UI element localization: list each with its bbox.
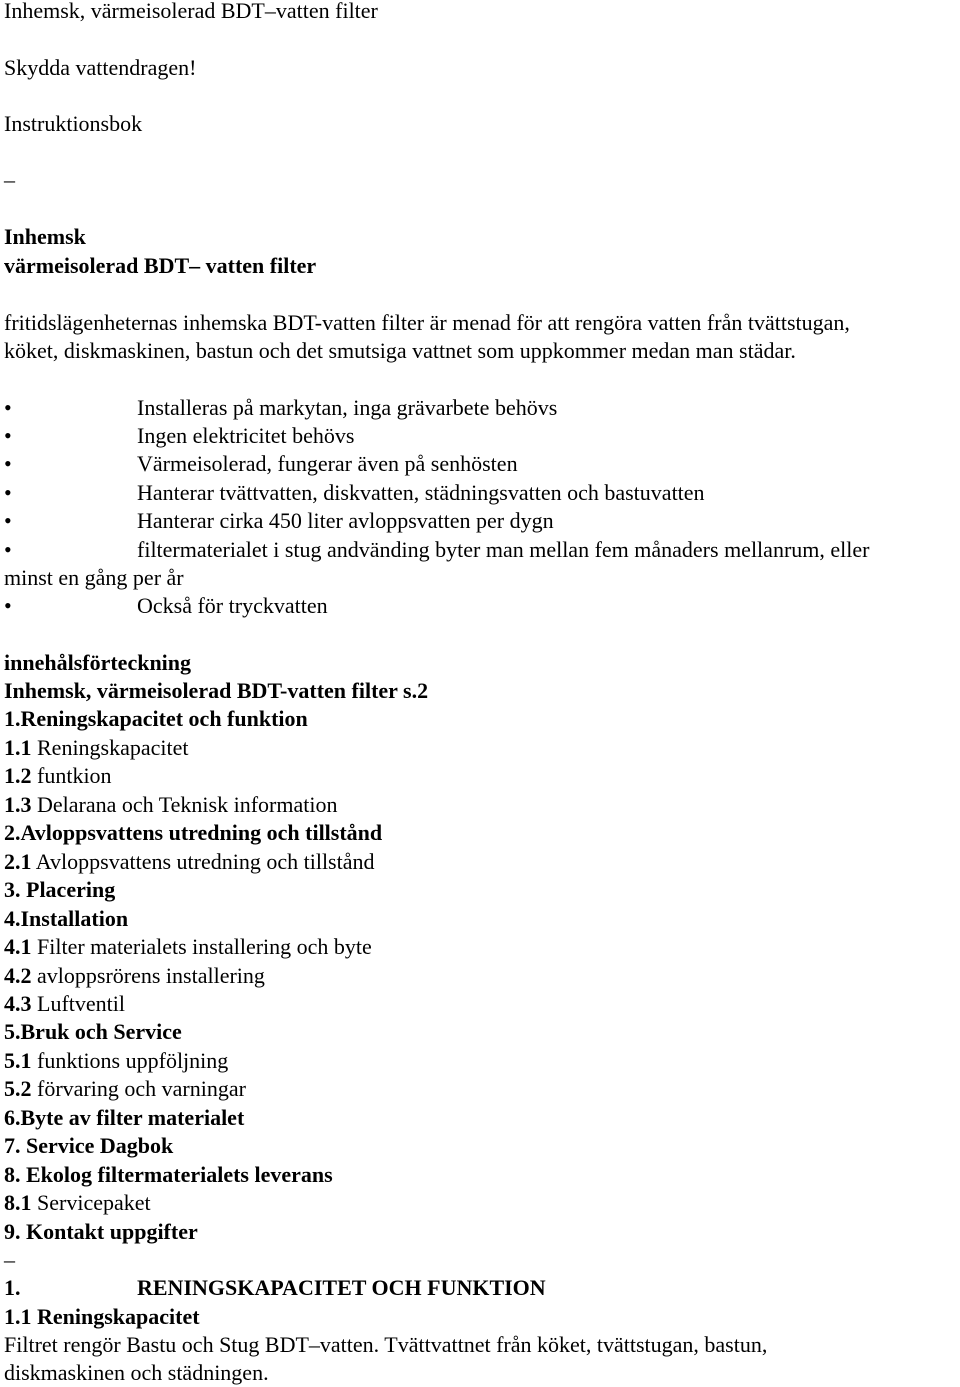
bullet-icon: • — [4, 593, 12, 618]
toc-entry-text: Filter materialets installering och byte — [31, 934, 372, 959]
toc-entry-number: 8.1 — [4, 1190, 32, 1215]
feature-text: Värmeisolerad, fungerar även på senhösten — [137, 451, 518, 476]
toc-entry-text: 8. Ekolog filtermaterialets leverans — [4, 1162, 333, 1187]
feature-text-wrap: minst en gång per år — [4, 565, 184, 590]
toc-entry — [4, 791, 337, 819]
feature-text: Installeras på markytan, inga grävarbete behövs — [137, 395, 558, 420]
dash-separator: – — [4, 1247, 15, 1272]
toc-entry — [4, 1047, 228, 1075]
toc-entry — [4, 762, 112, 790]
product-name-line1: Inhemsk — [4, 224, 86, 249]
toc-entry-text: Reningskapacitet — [31, 735, 189, 760]
toc-entry-number: 2.1 — [4, 849, 32, 874]
toc-entry-number: 5.2 — [4, 1076, 32, 1101]
toc-entry — [4, 1132, 173, 1160]
toc-entry — [4, 990, 125, 1018]
toc-entry-text: Inhemsk, värmeisolerad BDT-vatten filter s.2 — [4, 678, 429, 703]
toc-entry-text: 6.Byte av filter materialet — [4, 1105, 245, 1130]
toc-entry-text: förvaring och varningar — [31, 1076, 246, 1101]
feature-text: Också för tryckvatten — [137, 593, 328, 618]
intro-line1: fritidslägenheternas inhemska BDT-vatten filter är menad för att rengöra vatten från tvättstugan, — [4, 310, 850, 335]
toc-entry — [4, 677, 428, 705]
toc-entry — [4, 1104, 244, 1132]
toc-entry — [4, 1218, 198, 1246]
toc-entry-text: 5.Bruk och Service — [4, 1019, 182, 1044]
toc-entry-number: 5.1 — [4, 1048, 32, 1073]
toc-entry-text: 9. Kontakt uppgifter — [4, 1219, 198, 1244]
section-number: 1. — [4, 1275, 21, 1300]
toc-entry-number: 1.2 — [4, 763, 32, 788]
toc-entry-number: 1.3 — [4, 792, 32, 817]
toc-entry-text: 1.Reningskapacitet och funktion — [4, 706, 308, 731]
bullet-icon: • — [4, 480, 12, 505]
toc-entry-text: Avloppsvattens utredning och tillstånd — [31, 849, 375, 874]
toc-heading: innehålsförteckning — [4, 650, 192, 675]
product-name-line2: värmeisolerad BDT– vatten filter — [4, 253, 317, 278]
body-line2: diskmaskinen och städningen. — [4, 1360, 269, 1385]
toc-entry-number: 4.3 — [4, 991, 32, 1016]
toc-entry — [4, 819, 382, 847]
feature-text: Hanterar tvättvatten, diskvatten, städningsvatten och bastuvatten — [137, 480, 705, 505]
toc-entry-text: 7. Service Dagbok — [4, 1133, 174, 1158]
toc-entry — [4, 1018, 182, 1046]
toc-entry — [4, 848, 375, 876]
feature-text: Ingen elektricitet behövs — [137, 423, 355, 448]
bullet-icon: • — [4, 451, 12, 476]
toc-entry-text: Delarana och Teknisk information — [31, 792, 338, 817]
toc-entry-text: funktions uppföljning — [31, 1048, 229, 1073]
toc-entry-text: 3. Placering — [4, 877, 116, 902]
toc-entry — [4, 876, 115, 904]
subsection-heading: 1.1 Reningskapacitet — [4, 1304, 200, 1329]
toc-entry — [4, 734, 189, 762]
document-type: Instruktionsbok — [4, 111, 143, 136]
feature-text: Hanterar cirka 450 liter avloppsvatten per dygn — [137, 508, 554, 533]
intro-line2: köket, diskmaskinen, bastun och det smutsiga vattnet som uppkommer medan man städar. — [4, 338, 796, 363]
toc-entry — [4, 962, 265, 990]
toc-entry — [4, 1075, 246, 1103]
feature-text: filtermaterialet i stug andvänding byter man mellan fem månaders mellanrum, eller — [137, 537, 870, 562]
toc-entry-number: 4.2 — [4, 963, 32, 988]
toc-entry-text: Servicepaket — [31, 1190, 151, 1215]
bullet-icon: • — [4, 537, 12, 562]
slogan: Skydda vattendragen! — [4, 55, 197, 80]
bullet-icon: • — [4, 423, 12, 448]
section-title: RENINGSKAPACITET OCH FUNKTION — [137, 1275, 546, 1300]
toc-entry-text: 2.Avloppsvattens utredning och tillstånd — [4, 820, 383, 845]
toc-entry — [4, 933, 372, 961]
toc-entry-number: 4.1 — [4, 934, 32, 959]
toc-entry-text: Luftventil — [31, 991, 125, 1016]
toc-entry — [4, 1161, 333, 1189]
toc-entry — [4, 905, 128, 933]
toc-entry-number: 1.1 — [4, 735, 32, 760]
dash-separator: – — [4, 167, 15, 192]
body-line1: Filtret rengör Bastu och Stug BDT–vatten. Tvättvattnet från köket, tvättstugan, bastun, — [4, 1332, 768, 1357]
toc-entry-text: 4.Installation — [4, 906, 129, 931]
toc-entry-text: funtkion — [31, 763, 112, 788]
toc-entry — [4, 1189, 151, 1217]
bullet-icon: • — [4, 395, 12, 420]
toc-entry-text: avloppsrörens installering — [31, 963, 265, 988]
document-title-line: Inhemsk, värmeisolerad BDT–vatten filter — [4, 0, 378, 23]
bullet-icon: • — [4, 508, 12, 533]
toc-entry — [4, 705, 308, 733]
